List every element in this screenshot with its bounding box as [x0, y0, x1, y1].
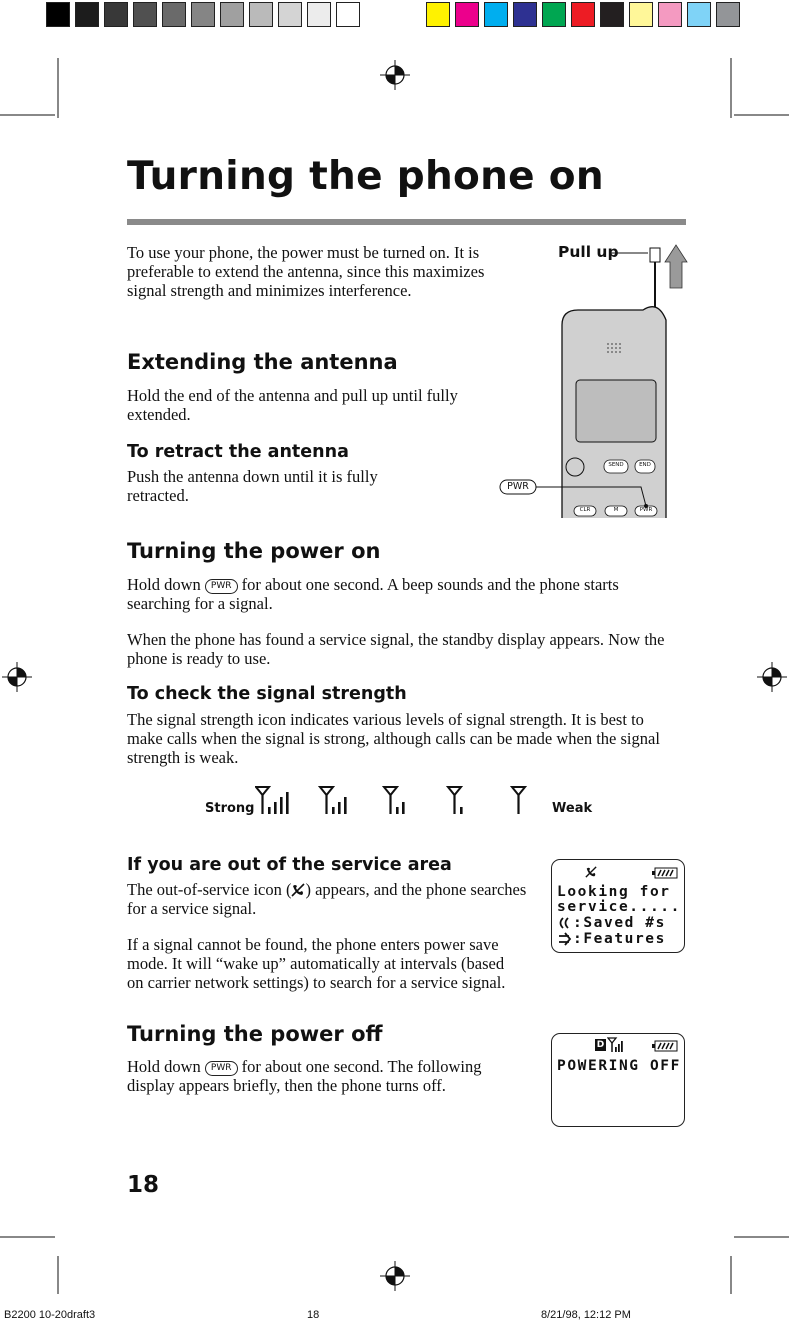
power-off-body — [127, 1057, 519, 1095]
pwr-key-label: PWR — [639, 507, 653, 513]
out-of-service-heading: If you are out of the service area — [127, 855, 452, 875]
registration-mark-bottom — [380, 1261, 410, 1291]
footer-center: 18 — [307, 1309, 320, 1321]
out-of-service-body-pre: The out-of-service icon ( — [127, 880, 292, 899]
lcd-line-4: :Features — [573, 931, 666, 947]
lcd-battery-icon — [652, 867, 678, 879]
power-off-body-post: for about one second. The following display appears briefly, then the phone turns off. — [127, 1057, 482, 1095]
lcd-signal-icon — [607, 1037, 625, 1053]
pull-up-label: Pull up — [558, 243, 619, 261]
title-rule — [127, 219, 686, 225]
signal-body: The signal strength icon indicates various levels of signal strength. It is best to make calls when the signal is strong, although calls can be made when the signal strength is weak. — [127, 710, 660, 767]
send-key-label: SEND — [608, 462, 624, 468]
retract-body: Push the antenna down until it is fully retracted. — [127, 467, 378, 505]
extending-heading: Extending the antenna — [127, 350, 398, 374]
lcd-features-icon — [557, 932, 573, 946]
out-of-service-body2: If a signal cannot be found, the phone enters power save mode. It will “wake up” automatically at intervals (based on carrier network settings) to search for a service signal. — [127, 935, 506, 992]
power-on-body — [127, 575, 667, 613]
signal-level-3-icon — [320, 787, 347, 814]
signal-strength-icons — [255, 782, 550, 818]
pwr-callout-label: PWR — [507, 481, 529, 492]
phone-illustration — [498, 240, 688, 522]
signal-level-0-icon — [512, 787, 525, 814]
intro-paragraph: To use your phone, the power must be turned on. It is preferable to extend the antenna, since this maximizes signal strength and minimizes interference. — [127, 243, 485, 300]
lcd-line-1: Looking for — [557, 884, 671, 900]
power-off-heading: Turning the power off — [127, 1022, 383, 1046]
signal-level-2-icon — [384, 787, 405, 814]
signal-level-4-icon — [256, 787, 289, 814]
lcd-saved-numbers-icon — [557, 916, 573, 930]
out-of-service-body — [127, 880, 527, 918]
registration-mark-right — [757, 662, 787, 692]
extending-body: Hold the end of the antenna and pull up until fully extended. — [127, 386, 458, 424]
lcd-out-of-service-icon — [585, 866, 597, 878]
lcd-roam-indicator: D — [596, 1040, 605, 1050]
out-of-service-body-post: ) appears, and the phone searches for a service signal. — [127, 880, 527, 918]
mem-key-label: M — [613, 507, 619, 513]
clr-key-label: CLR — [579, 507, 591, 513]
lcd-powering-off: POWERING OFF — [557, 1058, 681, 1074]
power-off-body-pre: Hold down — [127, 1057, 201, 1076]
weak-label: Weak — [552, 801, 593, 816]
retract-heading: To retract the antenna — [127, 442, 349, 462]
signal-heading: To check the signal strength — [127, 684, 407, 704]
pwr-key-inline: PWR — [205, 579, 238, 594]
power-on-body-pre: Hold down — [127, 575, 201, 594]
registration-mark-left — [2, 662, 32, 692]
footer-left: B2200 10-20draft3 — [4, 1309, 96, 1321]
lcd-line-3: :Saved #s — [573, 915, 666, 931]
lcd-line-2: service..... — [557, 899, 681, 915]
registration-mark-top — [380, 60, 410, 90]
out-of-service-icon — [291, 883, 305, 897]
power-on-heading: Turning the power on — [127, 539, 381, 563]
end-key-label: END — [639, 462, 651, 468]
pwr-key-inline-2: PWR — [205, 1061, 238, 1076]
power-on-body-post: for about one second. A beep sounds and the phone starts searching for a signal. — [127, 575, 619, 613]
signal-level-1-icon — [448, 787, 463, 814]
page-title: Turning the phone on — [127, 154, 604, 199]
power-on-body2: When the phone has found a service signal, the standby display appears. Now the phone is ready to use. — [127, 630, 665, 668]
strong-label: Strong — [205, 801, 255, 816]
lcd-battery-icon-2 — [652, 1040, 678, 1052]
footer-right: 8/21/98, 12:12 PM — [541, 1309, 631, 1321]
page-number: 18 — [127, 1172, 160, 1198]
